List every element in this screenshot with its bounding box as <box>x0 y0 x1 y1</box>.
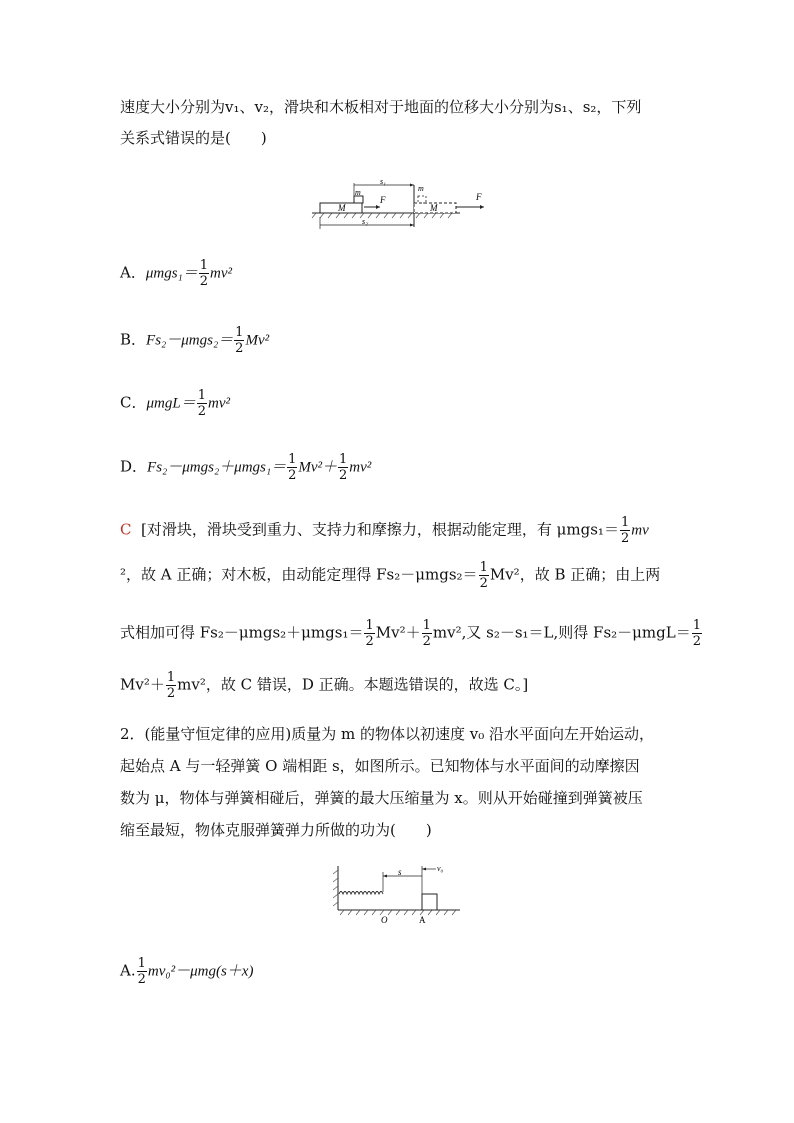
q1-fig-label-m: m <box>355 188 361 197</box>
q1-answer-line2: ²，故 A 正确；对木板，由动能定理得 Fs₂－μmgs₂＝ $\frac{1}{2}$ Mv²，故 B 正确；由上两 <box>120 560 661 591</box>
q1-fig-label-M2: M <box>430 203 438 213</box>
q1-figure-board-block <box>310 175 490 235</box>
fraction-half: $\frac{1}{2}$ <box>339 452 348 483</box>
q1-option-a-rhs: mv² <box>210 265 233 282</box>
q2-figure-spring <box>330 862 462 928</box>
q2-option-a[interactable] <box>120 956 253 987</box>
q1-fig-label-F2: F <box>476 192 482 202</box>
q1-fig-label-s2: s₂ <box>362 217 368 226</box>
q1-option-d-label: D． <box>120 457 148 476</box>
q1-fig-label-s1: s₁ <box>380 177 386 186</box>
q1-option-d-rhs: mv² <box>349 459 372 476</box>
q2-stem-line2: 起始点 A 与一轻弹簧 O 端相距 s，如图所示。已知物体与水平面间的动摩擦因 <box>120 757 640 775</box>
q1-answer-line3: 式相加可得 Fs₂－μmgs₂＋μmgs₁＝ $\frac{1}{2}$ Mv²＋ $\frac{1}{2}$ mv²,又 s₂－s₁＝L,则得 Fs₂－μmgL＝ $\frac{1}{2}$ <box>120 618 701 649</box>
q2-fig-label-O: O <box>381 915 388 925</box>
q1-fig-label-M: M <box>338 203 346 213</box>
q2-stem-line4: 缩至最短，物体克服弹簧弹力所做的功为( ) <box>120 821 432 839</box>
q1-answer-line1: C [对滑块，滑块受到重力、支持力和摩擦力，根据动能定理，有 μmgs₁＝ $\frac{1}{2}$ mv <box>120 515 649 546</box>
q1-fig-label-m2: m <box>418 184 424 193</box>
q2-fig-label-v0: v₀ <box>437 864 444 873</box>
fraction-half: $\frac{1}{2}$ <box>199 258 209 289</box>
q1-option-c-rhs: mv² <box>207 395 230 412</box>
q1-option-a[interactable] <box>120 258 232 289</box>
q1-option-c-label: C． <box>120 393 147 412</box>
q1-option-b[interactable] <box>120 325 269 356</box>
q1-option-d-lhs: Fs₂－μmgs₂＋μmgs₁＝ <box>147 459 287 476</box>
q1-option-d[interactable] <box>120 452 371 483</box>
fraction-half: $\frac{1}{2}$ <box>197 388 206 419</box>
q2-fig-label-s: s <box>398 867 402 877</box>
fraction-half: $\frac{1}{2}$ <box>365 618 374 649</box>
q2-fig-label-A: A <box>419 915 426 925</box>
fraction-half: $\frac{1}{2}$ <box>137 956 146 987</box>
q1-option-b-label: B． <box>120 330 147 349</box>
fraction-half: $\frac{1}{2}$ <box>235 325 244 356</box>
q2-option-a-label: A. <box>120 961 136 980</box>
fraction-half: $\frac{1}{2}$ <box>422 618 431 649</box>
q1-option-a-lhs: μmgs₁＝ <box>145 265 198 282</box>
q1-answer-line4: Mv²＋ $\frac{1}{2}$ mv²，故 C 错误，D 正确。本题选错误的，故选 C。] <box>120 670 529 701</box>
q2-stem-line3: 数为 μ，物体与弹簧相碰后，弹簧的最大压缩量为 x。则从开始碰撞到弹簧被压 <box>120 789 643 807</box>
q1-stem-line2: 关系式错误的是( ) <box>120 129 267 147</box>
fraction-half: $\frac{1}{2}$ <box>166 670 176 701</box>
q1-option-c[interactable] <box>120 388 230 419</box>
fraction-half: $\frac{1}{2}$ <box>620 515 630 546</box>
q1-option-b-lhs: Fs₂－μmgs₂＝ <box>146 332 234 349</box>
q1-fig-label-F1: F <box>380 195 386 205</box>
q2-option-a-expr: mv₀²－μmg(s＋x) <box>147 963 254 980</box>
q1-answer-letter: C <box>120 520 132 539</box>
q1-option-d-mid: Mv²＋ <box>298 459 338 476</box>
q1-option-c-lhs: μmgL＝ <box>146 395 196 412</box>
q1-option-b-rhs: Mv² <box>245 332 270 349</box>
q1-option-a-label: A． <box>120 263 146 282</box>
q1-stem-line1: 速度大小分别为v₁、v₂，滑块和木板相对于地面的位移大小分别为s₁、s₂，下列 <box>120 98 642 116</box>
fraction-half: $\frac{1}{2}$ <box>288 452 297 483</box>
fraction-half: $\frac{1}{2}$ <box>692 618 701 649</box>
q2-stem-line1: 2．(能量守恒定律的应用)质量为 m 的物体以初速度 v₀ 沿水平面向左开始运动， <box>120 725 655 743</box>
fraction-half: $\frac{1}{2}$ <box>479 560 488 591</box>
